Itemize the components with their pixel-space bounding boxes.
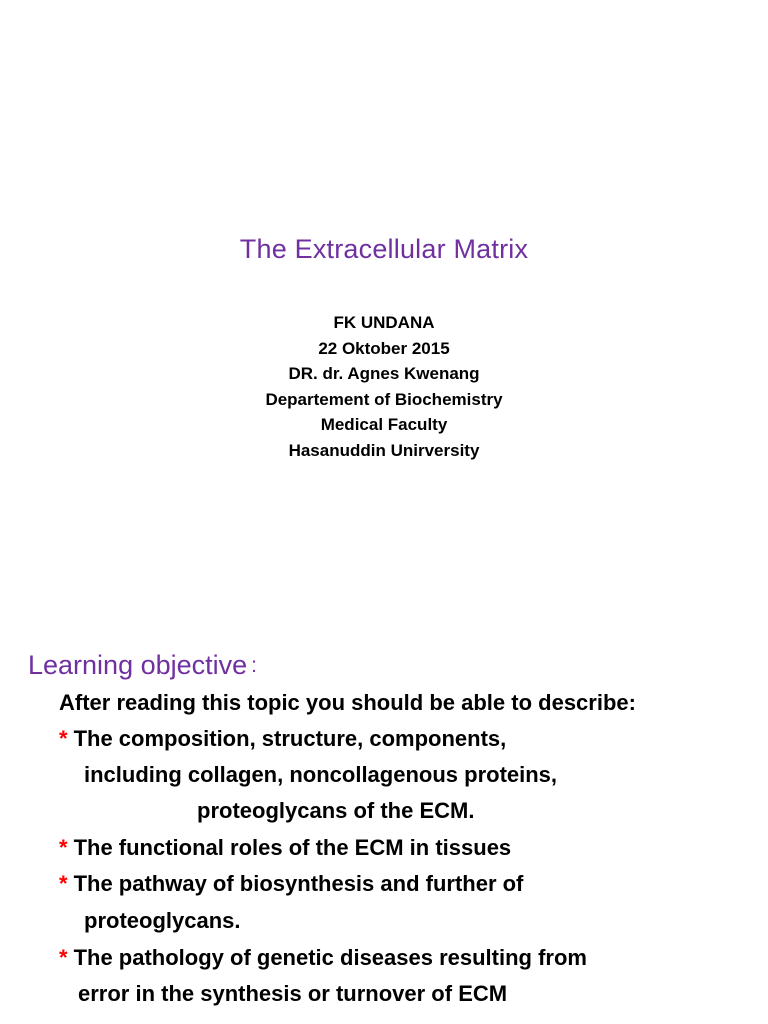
objective-1-line-2: including collagen, noncollagenous proteins,: [84, 762, 558, 787]
objectives-heading-text: Learning objective: [28, 650, 248, 680]
objective-1-line-1: [59, 726, 506, 752]
objective-1-text-1: The composition, structure, components,: [73, 726, 507, 751]
objective-2-text-1: The functional roles of the ECM in tissues: [73, 835, 512, 860]
objective-4-line-1: [59, 945, 587, 971]
objectives-intro: After reading this topic you should be able to describe:: [59, 690, 636, 715]
bullet-marker: *: [59, 835, 68, 860]
subtitle-faculty: Medical Faculty: [320, 415, 448, 434]
objectives-slide: [0, 620, 768, 1024]
objectives-heading-colon: :: [251, 654, 257, 677]
objective-4-text-1: The pathology of genetic diseases resulting from: [73, 945, 587, 970]
subtitle-department: Departement of Biochemistry: [265, 389, 503, 409]
subtitle-university: Hasanuddin Unirversity: [288, 440, 480, 460]
objective-1-line-3: proteoglycans of the ECM.: [197, 798, 475, 823]
slide-title: The Extracellular Matrix: [239, 234, 529, 264]
objective-3-line-2: proteoglycans.: [84, 908, 241, 933]
bullet-marker: *: [59, 871, 68, 896]
objectives-heading: [28, 650, 257, 681]
subtitle-institution: FK UNDANA: [333, 313, 435, 332]
objective-3-line-1: [59, 871, 523, 897]
objective-4-line-2: error in the synthesis or turnover of ECM: [78, 981, 508, 1006]
subtitle-block: [0, 310, 768, 463]
subtitle-date: 22 Oktober 2015: [318, 338, 450, 358]
objective-3-text-1: The pathway of biosynthesis and further of: [73, 871, 524, 896]
subtitle-author: DR. dr. Agnes Kwenang: [288, 364, 480, 383]
bullet-marker: *: [59, 726, 68, 751]
bullet-marker: *: [59, 945, 68, 970]
objective-2-line-1: [59, 835, 511, 861]
